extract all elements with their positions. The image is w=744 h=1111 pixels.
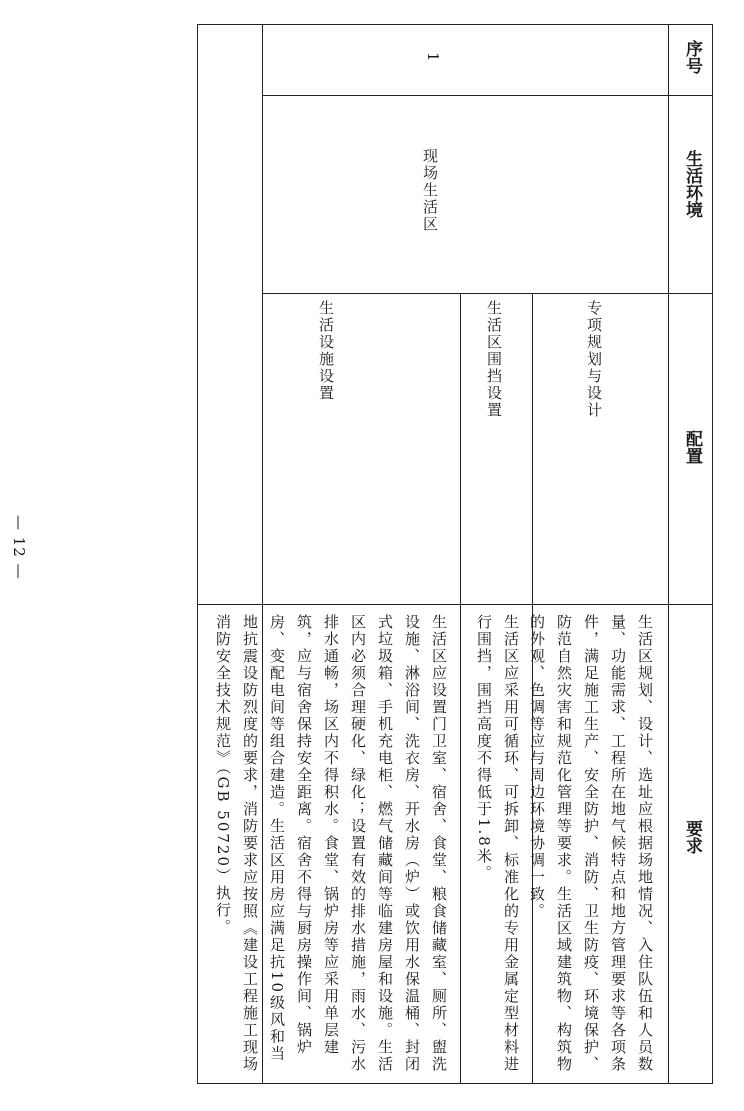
header-req: 要求	[682, 820, 702, 854]
config-row-divider	[197, 604, 713, 605]
item-divider-2	[460, 293, 461, 1084]
header-seq: 序号	[682, 40, 702, 74]
page-number: — 12 —	[10, 515, 28, 580]
config-planning: 专项规划与设计	[585, 300, 603, 419]
header-column-divider	[668, 24, 669, 1084]
row-area: 现场生活区	[421, 148, 439, 233]
config-fence: 生活区围挡设置	[485, 300, 503, 419]
row-seq: 1	[424, 52, 442, 64]
header-env: 生活环境	[682, 150, 702, 218]
env-row-divider	[262, 293, 713, 294]
config-facilities: 生活设施设置	[317, 300, 335, 402]
seq-row-divider	[262, 95, 713, 96]
requirement-facilities: 生活区应设置门卫室、宿舍、食堂、粮食储藏室、厕所、盥洗设施、淋浴间、洗衣房、开水房（炉）或饮用水保温桶、封闭式垃圾箱、手机充电柜、燃气储藏间等临建房屋和设施。生活区内必须合理硬化、绿化；设置有效的排水措施，雨水、污水排水通畅，场区内不得积水。食堂、锅炉房等应采用单层建筑，应与宿舍保持安全距离。宿舍不得与厨房操作间、锅炉房、变配电间等组合建造。生活区用房应满足抗10级风和当地抗震设防烈度的要求，消防要求应按照《建设工程施工现场消防安全技术规范》（GB 50720）执行。	[214, 614, 448, 1073]
requirement-planning: 生活区规划、设计、选址应根据场地情况、入住队伍和人员数量、功能需求、工程所在地气候特点和地方管理要求等各项条件，满足施工生产、安全防护、消防、卫生防疫、环境保护、防范自然灾害和规范化管理等要求。生活区域建筑物、构筑物的外观、色调等应与周边环境协调一致。	[528, 614, 654, 1073]
header-config: 配置	[682, 430, 702, 464]
requirement-fence: 生活区应采用可循环、可拆卸、标准化的专用金属定型材料进行围挡，围挡高度不得低于1.8米。	[475, 614, 520, 1073]
